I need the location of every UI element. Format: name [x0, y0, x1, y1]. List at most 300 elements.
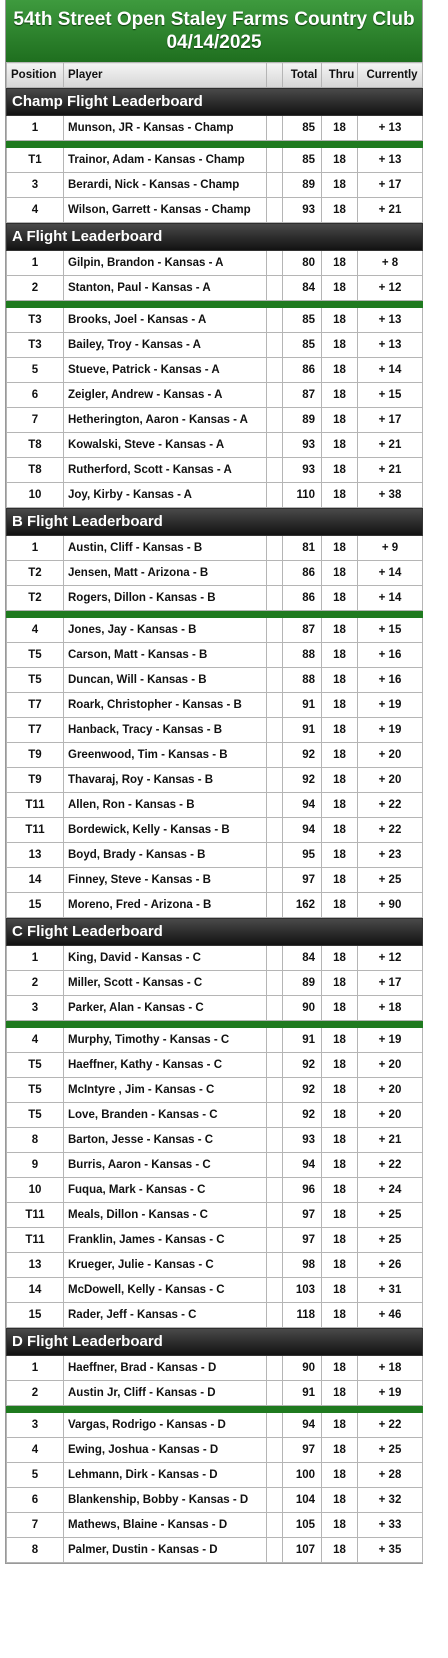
player-cell: Ewing, Joshua - Kansas - D: [64, 1438, 267, 1463]
total-cell: 86: [283, 586, 322, 611]
blank-cell: [267, 893, 283, 918]
thru-cell: 18: [322, 1381, 358, 1406]
table-row[interactable]: [7, 643, 423, 668]
table-row[interactable]: [7, 1178, 423, 1203]
player-cell: Lehmann, Dirk - Kansas - D: [64, 1463, 267, 1488]
blank-cell: [267, 1278, 283, 1303]
cut-line-divider: [7, 611, 423, 618]
thru-cell: 18: [322, 893, 358, 918]
player-cell: Rader, Jeff - Kansas - C: [64, 1303, 267, 1328]
currently-cell: + 17: [358, 408, 423, 433]
header-blank: [267, 63, 283, 88]
table-row[interactable]: [7, 458, 423, 483]
player-cell: Bailey, Troy - Kansas - A: [64, 333, 267, 358]
currently-cell: + 24: [358, 1178, 423, 1203]
total-cell: 92: [283, 1078, 322, 1103]
thru-cell: 18: [322, 536, 358, 561]
blank-cell: [267, 116, 283, 141]
thru-cell: 18: [322, 383, 358, 408]
divider-cell: [7, 611, 423, 618]
player-cell: Murphy, Timothy - Kansas - C: [64, 1028, 267, 1053]
total-cell: 110: [283, 483, 322, 508]
blank-cell: [267, 536, 283, 561]
blank-cell: [267, 1413, 283, 1438]
total-cell: 103: [283, 1278, 322, 1303]
total-cell: 94: [283, 818, 322, 843]
player-cell: Rogers, Dillon - Kansas - B: [64, 586, 267, 611]
currently-cell: + 23: [358, 843, 423, 868]
table-row[interactable]: [7, 198, 423, 223]
table-row[interactable]: [7, 1488, 423, 1513]
flight-header: [7, 88, 423, 116]
player-cell: Brooks, Joel - Kansas - A: [64, 308, 267, 333]
total-cell: 85: [283, 148, 322, 173]
thru-cell: 18: [322, 1078, 358, 1103]
total-cell: 87: [283, 618, 322, 643]
table-row[interactable]: [7, 1303, 423, 1328]
header-thru[interactable]: Thru: [322, 63, 358, 88]
blank-cell: [267, 1538, 283, 1563]
table-row[interactable]: [7, 561, 423, 586]
title-event: 54th Street Open Staley Farms Country Club: [13, 9, 415, 30]
position-cell: 4: [7, 1438, 64, 1463]
blank-cell: [267, 693, 283, 718]
player-cell: Zeigler, Andrew - Kansas - A: [64, 383, 267, 408]
cut-line-divider: [7, 1021, 423, 1028]
thru-cell: 18: [322, 1028, 358, 1053]
player-cell: Fuqua, Mark - Kansas - C: [64, 1178, 267, 1203]
table-row[interactable]: [7, 768, 423, 793]
thru-cell: 18: [322, 1463, 358, 1488]
blank-cell: [267, 1463, 283, 1488]
position-cell: 10: [7, 1178, 64, 1203]
currently-cell: + 25: [358, 1438, 423, 1463]
thru-cell: 18: [322, 1128, 358, 1153]
blank-cell: [267, 586, 283, 611]
position-cell: T2: [7, 561, 64, 586]
table-row[interactable]: [7, 843, 423, 868]
currently-cell: + 21: [358, 458, 423, 483]
total-cell: 84: [283, 946, 322, 971]
currently-cell: + 20: [358, 1053, 423, 1078]
position-cell: 1: [7, 1356, 64, 1381]
thru-cell: 18: [322, 1053, 358, 1078]
currently-cell: + 16: [358, 643, 423, 668]
table-row[interactable]: [7, 971, 423, 996]
player-cell: Haeffner, Brad - Kansas - D: [64, 1356, 267, 1381]
blank-cell: [267, 1381, 283, 1406]
blank-cell: [267, 561, 283, 586]
table-row[interactable]: [7, 868, 423, 893]
header-position[interactable]: Position: [7, 63, 64, 88]
blank-cell: [267, 1513, 283, 1538]
total-cell: 92: [283, 1103, 322, 1128]
table-row[interactable]: [7, 1128, 423, 1153]
thru-cell: 18: [322, 768, 358, 793]
position-cell: T5: [7, 643, 64, 668]
thru-cell: 18: [322, 1278, 358, 1303]
player-cell: Miller, Scott - Kansas - C: [64, 971, 267, 996]
blank-cell: [267, 1053, 283, 1078]
blank-cell: [267, 1203, 283, 1228]
position-cell: T5: [7, 668, 64, 693]
table-row[interactable]: [7, 1381, 423, 1406]
table-row[interactable]: [7, 383, 423, 408]
blank-cell: [267, 868, 283, 893]
thru-cell: 18: [322, 1153, 358, 1178]
blank-cell: [267, 148, 283, 173]
total-cell: 96: [283, 1178, 322, 1203]
player-cell: Joy, Kirby - Kansas - A: [64, 483, 267, 508]
currently-cell: + 13: [358, 333, 423, 358]
player-cell: Wilson, Garrett - Kansas - Champ: [64, 198, 267, 223]
position-cell: T3: [7, 333, 64, 358]
currently-cell: + 28: [358, 1463, 423, 1488]
currently-cell: + 20: [358, 1103, 423, 1128]
total-cell: 97: [283, 1203, 322, 1228]
total-cell: 93: [283, 198, 322, 223]
currently-cell: + 19: [358, 1028, 423, 1053]
blank-cell: [267, 276, 283, 301]
thru-cell: 18: [322, 1488, 358, 1513]
table-row[interactable]: [7, 1538, 423, 1563]
player-cell: King, David - Kansas - C: [64, 946, 267, 971]
table-row[interactable]: [7, 433, 423, 458]
total-cell: 85: [283, 308, 322, 333]
total-cell: 91: [283, 1381, 322, 1406]
player-cell: Parker, Alan - Kansas - C: [64, 996, 267, 1021]
blank-cell: [267, 1438, 283, 1463]
table-row[interactable]: [7, 276, 423, 301]
currently-cell: + 46: [358, 1303, 423, 1328]
currently-cell: + 9: [358, 536, 423, 561]
thru-cell: 18: [322, 198, 358, 223]
position-cell: 5: [7, 358, 64, 383]
blank-cell: [267, 198, 283, 223]
position-cell: T9: [7, 768, 64, 793]
position-cell: 7: [7, 1513, 64, 1538]
currently-cell: + 18: [358, 1356, 423, 1381]
player-cell: Haeffner, Kathy - Kansas - C: [64, 1053, 267, 1078]
header-player[interactable]: Player: [64, 63, 267, 88]
table-row[interactable]: [7, 1203, 423, 1228]
blank-cell: [267, 308, 283, 333]
flight-header: [7, 508, 423, 536]
currently-cell: + 12: [358, 276, 423, 301]
currently-cell: + 14: [358, 561, 423, 586]
thru-cell: 18: [322, 946, 358, 971]
cut-line-divider: [7, 301, 423, 308]
total-cell: 89: [283, 408, 322, 433]
thru-cell: 18: [322, 483, 358, 508]
currently-cell: + 15: [358, 618, 423, 643]
player-cell: Carson, Matt - Kansas - B: [64, 643, 267, 668]
total-cell: 91: [283, 1028, 322, 1053]
flight-header: [7, 918, 423, 946]
position-cell: 1: [7, 251, 64, 276]
cut-line-divider: [7, 1406, 423, 1413]
table-row[interactable]: [7, 1513, 423, 1538]
table-row[interactable]: [7, 358, 423, 383]
table-row[interactable]: [7, 586, 423, 611]
table-row[interactable]: [7, 718, 423, 743]
blank-cell: [267, 718, 283, 743]
thru-cell: 18: [322, 1103, 358, 1128]
currently-cell: + 14: [358, 586, 423, 611]
player-cell: Hetherington, Aaron - Kansas - A: [64, 408, 267, 433]
table-row[interactable]: [7, 693, 423, 718]
currently-cell: + 12: [358, 946, 423, 971]
player-cell: Jones, Jay - Kansas - B: [64, 618, 267, 643]
blank-cell: [267, 1028, 283, 1053]
thru-cell: 18: [322, 818, 358, 843]
title-date: 04/14/2025: [166, 32, 262, 53]
thru-cell: 18: [322, 1356, 358, 1381]
header-total[interactable]: Total: [283, 63, 322, 88]
thru-cell: 18: [322, 718, 358, 743]
player-cell: Gilpin, Brandon - Kansas - A: [64, 251, 267, 276]
currently-cell: + 14: [358, 358, 423, 383]
total-cell: 107: [283, 1538, 322, 1563]
blank-cell: [267, 408, 283, 433]
player-cell: Thavaraj, Roy - Kansas - B: [64, 768, 267, 793]
player-cell: Finney, Steve - Kansas - B: [64, 868, 267, 893]
table-row[interactable]: [7, 1253, 423, 1278]
total-cell: 84: [283, 276, 322, 301]
blank-cell: [267, 668, 283, 693]
currently-cell: + 17: [358, 173, 423, 198]
total-cell: 93: [283, 458, 322, 483]
position-cell: 6: [7, 383, 64, 408]
thru-cell: 18: [322, 1438, 358, 1463]
position-cell: T11: [7, 793, 64, 818]
currently-cell: + 25: [358, 1203, 423, 1228]
total-cell: 100: [283, 1463, 322, 1488]
table-row[interactable]: [7, 1228, 423, 1253]
thru-cell: 18: [322, 868, 358, 893]
flight-title: C Flight Leaderboard: [7, 918, 423, 946]
position-cell: 14: [7, 868, 64, 893]
blank-cell: [267, 793, 283, 818]
player-cell: Blankenship, Bobby - Kansas - D: [64, 1488, 267, 1513]
blank-cell: [267, 483, 283, 508]
blank-cell: [267, 1488, 283, 1513]
position-cell: 8: [7, 1128, 64, 1153]
player-cell: Rutherford, Scott - Kansas - A: [64, 458, 267, 483]
player-cell: Franklin, James - Kansas - C: [64, 1228, 267, 1253]
position-cell: T5: [7, 1078, 64, 1103]
currently-cell: + 17: [358, 971, 423, 996]
total-cell: 162: [283, 893, 322, 918]
position-cell: T3: [7, 308, 64, 333]
position-cell: 3: [7, 1413, 64, 1438]
table-row[interactable]: [7, 946, 423, 971]
blank-cell: [267, 818, 283, 843]
player-cell: Duncan, Will - Kansas - B: [64, 668, 267, 693]
flight-title: B Flight Leaderboard: [7, 508, 423, 536]
player-cell: Boyd, Brady - Kansas - B: [64, 843, 267, 868]
thru-cell: 18: [322, 996, 358, 1021]
currently-cell: + 19: [358, 693, 423, 718]
total-cell: 92: [283, 768, 322, 793]
position-cell: 15: [7, 1303, 64, 1328]
table-row[interactable]: [7, 893, 423, 918]
divider-cell: [7, 301, 423, 308]
table-row[interactable]: [7, 483, 423, 508]
total-cell: 91: [283, 693, 322, 718]
table-row[interactable]: [7, 333, 423, 358]
position-cell: T2: [7, 586, 64, 611]
thru-cell: 18: [322, 308, 358, 333]
blank-cell: [267, 383, 283, 408]
player-cell: Austin Jr, Cliff - Kansas - D: [64, 1381, 267, 1406]
thru-cell: 18: [322, 793, 358, 818]
thru-cell: 18: [322, 173, 358, 198]
thru-cell: 18: [322, 458, 358, 483]
position-cell: 2: [7, 971, 64, 996]
blank-cell: [267, 996, 283, 1021]
blank-cell: [267, 251, 283, 276]
currently-cell: + 21: [358, 198, 423, 223]
table-row[interactable]: [7, 308, 423, 333]
player-cell: McDowell, Kelly - Kansas - C: [64, 1278, 267, 1303]
table-row[interactable]: [7, 1413, 423, 1438]
position-cell: 5: [7, 1463, 64, 1488]
position-cell: T11: [7, 1203, 64, 1228]
thru-cell: 18: [322, 643, 358, 668]
currently-cell: + 22: [358, 818, 423, 843]
blank-cell: [267, 1178, 283, 1203]
position-cell: T5: [7, 1103, 64, 1128]
thru-cell: 18: [322, 668, 358, 693]
thru-cell: 18: [322, 743, 358, 768]
table-row[interactable]: [7, 1278, 423, 1303]
player-cell: McIntyre , Jim - Kansas - C: [64, 1078, 267, 1103]
blank-cell: [267, 1153, 283, 1178]
total-cell: 86: [283, 561, 322, 586]
blank-cell: [267, 1253, 283, 1278]
currently-cell: + 20: [358, 743, 423, 768]
table-row[interactable]: [7, 1028, 423, 1053]
currently-cell: + 16: [358, 668, 423, 693]
thru-cell: 18: [322, 116, 358, 141]
table-row[interactable]: [7, 668, 423, 693]
currently-cell: + 26: [358, 1253, 423, 1278]
player-cell: Burris, Aaron - Kansas - C: [64, 1153, 267, 1178]
player-cell: Greenwood, Tim - Kansas - B: [64, 743, 267, 768]
player-cell: Vargas, Rodrigo - Kansas - D: [64, 1413, 267, 1438]
blank-cell: [267, 433, 283, 458]
table-row[interactable]: [7, 818, 423, 843]
total-cell: 92: [283, 1053, 322, 1078]
table-row[interactable]: [7, 996, 423, 1021]
currently-cell: + 13: [358, 148, 423, 173]
table-row[interactable]: [7, 1463, 423, 1488]
position-cell: 8: [7, 1538, 64, 1563]
flight-title: A Flight Leaderboard: [7, 223, 423, 251]
currently-cell: + 90: [358, 893, 423, 918]
currently-cell: + 22: [358, 793, 423, 818]
total-cell: 97: [283, 1228, 322, 1253]
player-cell: Stanton, Paul - Kansas - A: [64, 276, 267, 301]
position-cell: 1: [7, 946, 64, 971]
total-cell: 80: [283, 251, 322, 276]
total-cell: 88: [283, 668, 322, 693]
table-row[interactable]: [7, 1153, 423, 1178]
blank-cell: [267, 173, 283, 198]
page-title: [6, 0, 422, 62]
table-row[interactable]: [7, 408, 423, 433]
header-currently[interactable]: Currently: [358, 63, 423, 88]
position-cell: T11: [7, 1228, 64, 1253]
thru-cell: 18: [322, 251, 358, 276]
position-cell: 13: [7, 843, 64, 868]
total-cell: 93: [283, 433, 322, 458]
table-row[interactable]: [7, 1078, 423, 1103]
position-cell: 13: [7, 1253, 64, 1278]
table-row[interactable]: [7, 251, 423, 276]
player-cell: Stueve, Patrick - Kansas - A: [64, 358, 267, 383]
player-cell: Mathews, Blaine - Kansas - D: [64, 1513, 267, 1538]
table-row[interactable]: [7, 618, 423, 643]
table-row[interactable]: [7, 1356, 423, 1381]
table-row[interactable]: [7, 743, 423, 768]
total-cell: 86: [283, 358, 322, 383]
total-cell: 90: [283, 996, 322, 1021]
thru-cell: 18: [322, 1303, 358, 1328]
position-cell: 14: [7, 1278, 64, 1303]
table-row[interactable]: [7, 173, 423, 198]
thru-cell: 18: [322, 148, 358, 173]
player-cell: Austin, Cliff - Kansas - B: [64, 536, 267, 561]
blank-cell: [267, 1128, 283, 1153]
thru-cell: 18: [322, 1253, 358, 1278]
position-cell: T9: [7, 743, 64, 768]
table-row[interactable]: [7, 536, 423, 561]
total-cell: 98: [283, 1253, 322, 1278]
table-row[interactable]: [7, 1103, 423, 1128]
blank-cell: [267, 743, 283, 768]
position-cell: 9: [7, 1153, 64, 1178]
player-cell: Bordewick, Kelly - Kansas - B: [64, 818, 267, 843]
thru-cell: 18: [322, 1513, 358, 1538]
table-row[interactable]: [7, 116, 423, 141]
position-cell: 2: [7, 1381, 64, 1406]
blank-cell: [267, 1103, 283, 1128]
position-cell: 7: [7, 408, 64, 433]
thru-cell: 18: [322, 971, 358, 996]
currently-cell: + 33: [358, 1513, 423, 1538]
blank-cell: [267, 843, 283, 868]
currently-cell: + 25: [358, 1228, 423, 1253]
player-cell: Roark, Christopher - Kansas - B: [64, 693, 267, 718]
total-cell: 94: [283, 1413, 322, 1438]
player-cell: Barton, Jesse - Kansas - C: [64, 1128, 267, 1153]
player-cell: Berardi, Nick - Kansas - Champ: [64, 173, 267, 198]
table-row[interactable]: [7, 793, 423, 818]
total-cell: 93: [283, 1128, 322, 1153]
thru-cell: 18: [322, 618, 358, 643]
table-row[interactable]: [7, 1053, 423, 1078]
total-cell: 91: [283, 718, 322, 743]
leaderboard-body: [7, 88, 423, 1563]
table-row[interactable]: [7, 148, 423, 173]
player-cell: Kowalski, Steve - Kansas - A: [64, 433, 267, 458]
total-cell: 88: [283, 643, 322, 668]
currently-cell: + 21: [358, 1128, 423, 1153]
table-row[interactable]: [7, 1438, 423, 1463]
player-cell: Hanback, Tracy - Kansas - B: [64, 718, 267, 743]
